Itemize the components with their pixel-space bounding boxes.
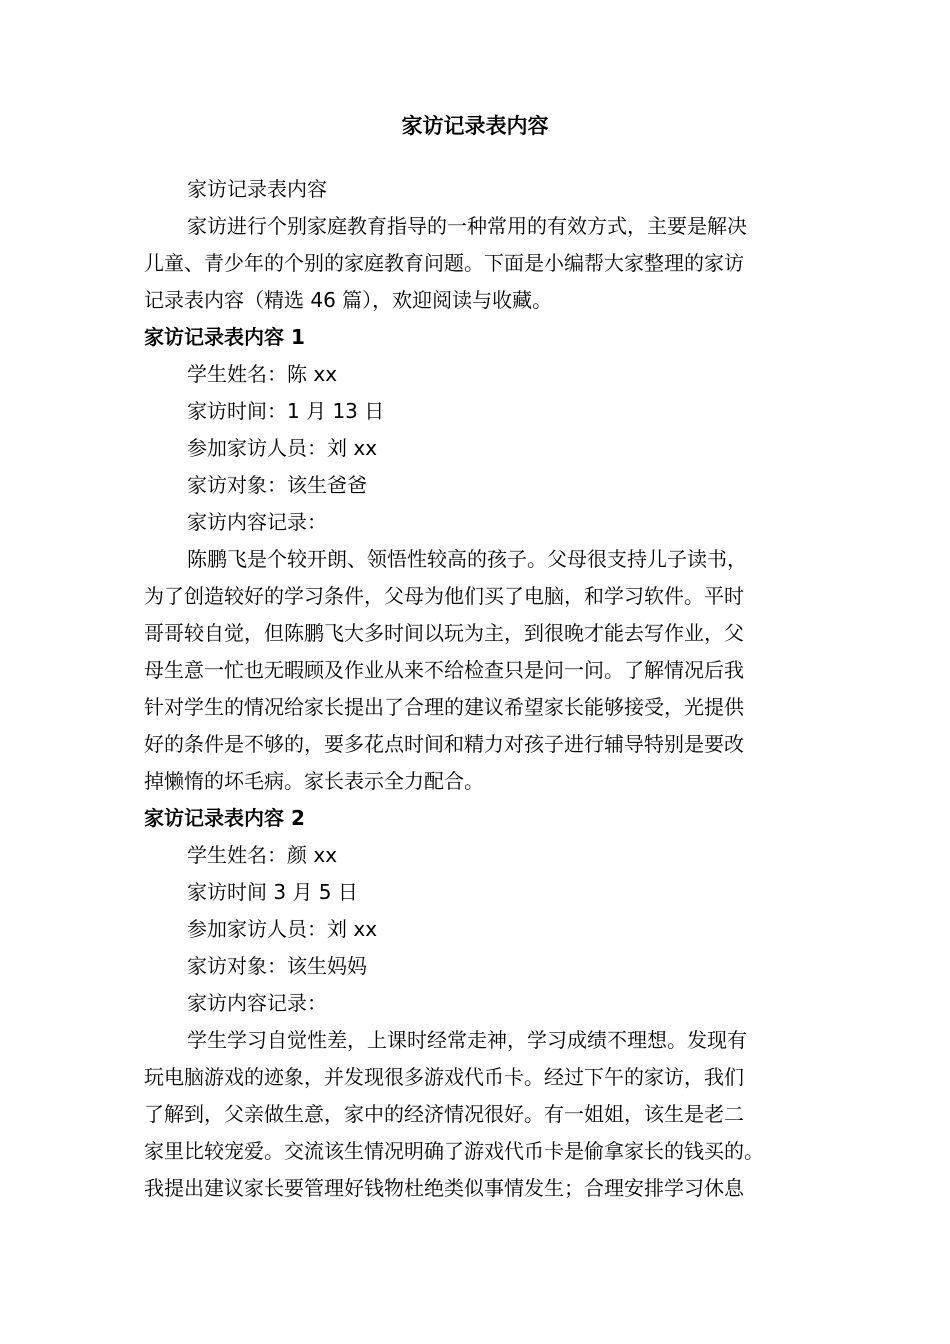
section-heading: 家访记录表内容 1 xyxy=(144,325,305,349)
intro-subtitle: 家访记录表内容 xyxy=(187,177,327,201)
field-visit-date: 家访时间 3 月 5 日 xyxy=(187,880,358,904)
field-student-name: 学生姓名：颜 xx xyxy=(187,843,338,867)
intro-line: 儿童、青少年的个别的家庭教育问题。下面是小编帮大家整理的家访 xyxy=(144,251,744,275)
paragraph-line: 家里比较宠爱。交流该生情况明确了游戏代币卡是偷拿家长的钱买的。 xyxy=(144,1139,764,1163)
field-visit-target: 家访对象：该生爸爸 xyxy=(187,473,367,497)
field-student-name: 学生姓名：陈 xx xyxy=(187,362,338,386)
paragraph-line: 针对学生的情况给家长提出了合理的建议希望家长能够接受，光提供 xyxy=(144,695,744,719)
intro-line: 记录表内容（精选 46 篇），欢迎阅读与收藏。 xyxy=(144,288,553,312)
field-record-label: 家访内容记录： xyxy=(187,991,327,1015)
paragraph-line: 了解到，父亲做生意，家中的经济情况很好。有一姐姐，该生是老二 xyxy=(144,1102,744,1126)
paragraph-line: 学生学习自觉性差，上课时经常走神，学习成绩不理想。发现有 xyxy=(187,1028,747,1052)
paragraph-line: 掉懒惰的坏毛病。家长表示全力配合。 xyxy=(144,769,484,793)
field-record-label: 家访内容记录： xyxy=(187,510,327,534)
field-visit-date: 家访时间：1 月 13 日 xyxy=(187,399,385,423)
paragraph-line: 我提出建议家长要管理好钱物杜绝类似事情发生；合理安排学习休息 xyxy=(144,1176,744,1200)
paragraph-line: 好的条件是不够的，要多花点时间和精力对孩子进行辅导特别是要改 xyxy=(144,732,744,756)
paragraph-line: 陈鹏飞是个较开朗、领悟性较高的孩子。父母很支持儿子读书， xyxy=(187,547,747,571)
paragraph-line: 母生意一忙也无暇顾及作业从来不给检查只是问一问。了解情况后我 xyxy=(144,658,744,682)
field-visitors: 参加家访人员：刘 xx xyxy=(187,917,378,941)
section-heading: 家访记录表内容 2 xyxy=(144,806,305,830)
paragraph-line: 为了创造较好的学习条件，父母为他们买了电脑，和学习软件。平时 xyxy=(144,584,744,608)
field-visit-target: 家访对象：该生妈妈 xyxy=(187,954,367,978)
intro-line: 家访进行个别家庭教育指导的一种常用的有效方式，主要是解决 xyxy=(187,214,747,238)
field-visitors: 参加家访人员：刘 xx xyxy=(187,436,378,460)
paragraph-line: 玩电脑游戏的迹象，并发现很多游戏代币卡。经过下午的家访，我们 xyxy=(144,1065,744,1089)
document-title: 家访记录表内容 xyxy=(401,114,549,138)
document-body xyxy=(144,171,810,1207)
paragraph-line: 哥哥较自觉，但陈鹏飞大多时间以玩为主，到很晚才能去写作业，父 xyxy=(144,621,744,645)
